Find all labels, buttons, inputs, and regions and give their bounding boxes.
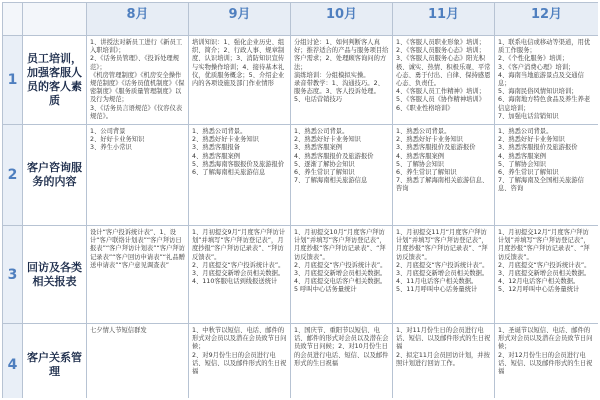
table-row (3, 125, 599, 226)
header-row (3, 3, 599, 36)
month-header: 12月 (495, 3, 599, 36)
row-number: 4 (3, 324, 23, 398)
monthly-plan-table (2, 2, 598, 398)
plan-cell: 1、中秋节以短信、电话、邮件的形式对会员以及潜在会员致节日问候； 2、对9月份生日的会员进行电话、短信、以及邮件形式的生日祝福 (189, 324, 291, 398)
row-category: 客户关系管理 (23, 324, 87, 398)
plan-cell: 1、熟悉公司背景。 2、熟悉好好卡业务知识 3、熟悉客服案例 4、熟悉客服报价及旅游报价 5、逐渐了解协会知识 6、养生常识了解知识 7、了解海南相关旅游信息 (291, 125, 393, 226)
table-row (3, 36, 599, 125)
plan-sheet (2, 2, 598, 398)
plan-cell: 1、圣诞节以短信、电话、邮件的形式对会员以及潜在会员致节日问候； 2、对12月份生日的会员进行电话、短信、以及邮件形式的生日祝福 (495, 324, 599, 398)
plan-cell: 1、国庆节、重阳节以短信、电话、邮件的形式对会员以及潜在会员致节日问候；2、对10月份生日的会员进行电话、短信、以及邮件形式的生日祝福 (291, 324, 393, 398)
table-row (3, 226, 599, 324)
row-category: 客户咨询服务的内容 (23, 125, 87, 226)
header-blank (3, 3, 23, 36)
plan-cell: 1、讲授法对新员工进行《新员工入职培训》； 2、《话务员管理》、《投诉处理规范》； 《机房管理制度》《机房安全操作规范制度》《话务员值机制度》《保密制度》《服务质量管理制度》以及行为规范； 3、《话务员言语规范》《仪容仪表规范》。 (87, 36, 189, 125)
table-row (3, 324, 599, 398)
plan-cell: 1、月初提交9月“月度客户拜访计划”并填写“客户拜访登记表”，月度抄报“客户拜访记录表”、“拜访反馈表”。 2、月底提交“客户投诉统计表”。 3、月底提交新增会员相关数据。 4、110客服电话到线报送统计 (189, 226, 291, 324)
month-header: 9月 (189, 3, 291, 36)
plan-cell: 1、月初提交11月“月度客户拜访计划”并填写“客户拜访登记表”，月度抄报“客户拜访记录表”、“拜访反馈表”。 2、月底提交“客户投诉统计表”。 3、月底提交新增会员相关数据。 4、11月电话客户相关数据。 5、11月呼叫中心话务量统计 (393, 226, 495, 324)
row-category: 回访及各类相关报表 (23, 226, 87, 324)
row-number: 1 (3, 36, 23, 125)
month-header: 10月 (291, 3, 393, 36)
month-header: 11月 (393, 3, 495, 36)
plan-cell: 1、联系电信或移动等渠道，用优质工作服务； 2、《个性化服务》培训； 3、《客户消费心理》培训； 4、海南当地旅游景点及交通信息； 5、海南民俗风情知识培训； 6、海南地方特色食品及养生养老信息培训； 7、加强电话营销知识 (495, 36, 599, 125)
plan-cell: 分组讨论：1、如何判断客人真好；推荐适合的产品与服务项目给客户需求；2、处理顾客询问的方法； 演练培训：分组模拟实操。 录音带教学：1、沟通技巧。2、服务态度。3、客人投诉处理。 5、电话营销技巧 (291, 36, 393, 125)
row-number: 3 (3, 226, 23, 324)
month-header: 8月 (87, 3, 189, 36)
plan-cell: 设计“客户投诉统计表”、1、设计“客户联络计划表”“客户拜访日报表”“客户拜访计划表”“客户拜访记录表”“客户回访申请表”“礼品赠送申请表”“客户意见调查表” (87, 226, 189, 324)
plan-cell: 1、对11月份生日的会员进行电话、短信、以及邮件形式的生日祝福 2、拟定11月会员回访计划，并按照计划进行回访工作。 (393, 324, 495, 398)
header-blank (23, 3, 87, 36)
plan-cell: 1、月初提交10月“月度客户拜访计划”并填写“客户拜访登记表”，月度抄报“客户拜访记录表”、“拜访反馈表”。 2、月底提交“客户投诉统计表”。 3、月底提交新增会员相关数据。 4、月底提交电话客户相关数据。 5 呼叫中心话务量统计 (291, 226, 393, 324)
plan-cell: 1、熟悉公司背景。 2、熟悉好好卡业务知识 3、熟悉客服报备 4、熟悉客服案例 5、熟悉海南客服报价及旅游报价 6、了解海南相关旅游信息 (189, 125, 291, 226)
plan-cell: 1、熟悉公司背景。 2、熟悉好好卡业务知识 3、熟悉客服报价及旅游报价 4、熟悉客服案例 5、了解协会知识 6、养生常识了解知识 7、熟悉了解海南相关旅游信息、咨询 (393, 125, 495, 226)
plan-cell: 培训知识：1、强化企业历史、组织、简介；2、行政人事、规章制度、认识培训；3、消防知识宣传与实物操作培训；4、接待基本礼仪，优质服务概念；5、介绍企业内的各项设施及部门作业情形 (189, 36, 291, 125)
plan-cell: 1、熟悉公司背景。 2、熟悉好好卡业务知识 3、熟悉客服报价及旅游报价 4、熟悉客服案例 5、了解协会知识 6、养生常识了解知识 7、了解海南及全国相关旅游信息、咨询 (495, 125, 599, 226)
row-number: 2 (3, 125, 23, 226)
plan-cell: 1、月初提交12月“月度客户拜访计划”并填写“客户拜访登记表”，月度抄报“客户拜访记录表”、“拜访反馈表”。 2、月底提交“客户投诉统计表”。 3、月底提交新增会员相关数据。 4、12月电话客户相关数据。 5、12月呼叫中心话务量统计 (495, 226, 599, 324)
row-category: 员工培训，加强客服人员的客人素质 (23, 36, 87, 125)
plan-cell: 七夕情人节短信群发 (87, 324, 189, 398)
plan-cell: 1、公司背景 2、好好卡业务知识 3、养生小常识 (87, 125, 189, 226)
plan-cell: 1、《客服人员职业形象》培训； 2、《客服人员服务心态》培训； 3、《客服人员服务心态》阳光积极、诚实、热情、积极乐观、平常心态、勇于付出、自律、保持感恩心态、负责任。 4、《客服人员工作精神》培训； 5、《客服人员《协作精神培训》 6、《职业性格培训》 (393, 36, 495, 125)
